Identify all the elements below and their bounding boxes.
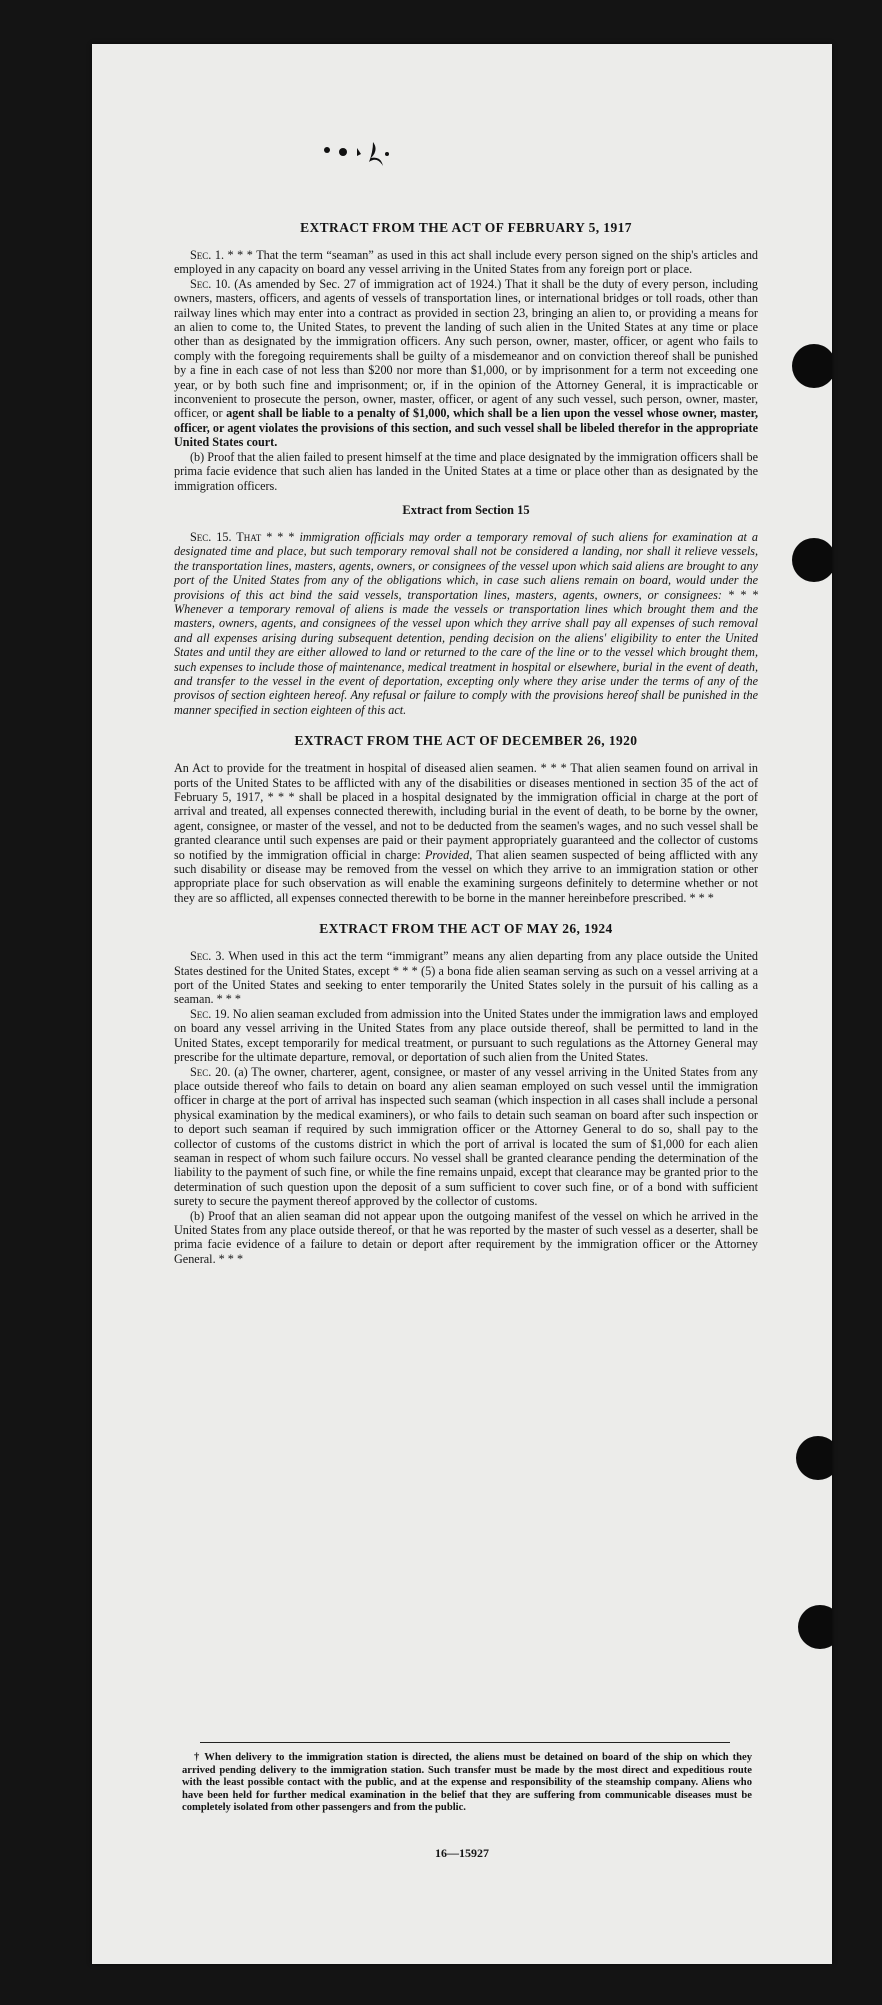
paragraph-sec-10-b: (b) Proof that the alien failed to present himself at the time and place designated by the immigration officers shall be prima facie evidence that such alien has landed in the United States at a time or place other than as designated by the immigration officers.	[174, 449, 758, 493]
paragraph-sec-20: Sec. 20. (a) The owner, charterer, agent, consignee, or master of any vessel arriving in the United States from any place outside thereof who fails to detain on board any alien seaman employed on such vessel until the immigration officer in charge at the port of arrival has inspected such seaman (which inspection in all cases shall include a personal physical examination by the medical examiners), or who fails to detain such seaman on board after such inspection or to deport such seaman if required by such immigration officer or the Attorney General to do so, shall pay to the collector of customs of the customs district in which the port of arrival is located the sum of $1,000 for each alien seaman in respect of whom such failure occurs. No vessel shall be granted clearance pending the determination of the liability to the payment of such fine, or while the fine remains unpaid, except that clearance may be granted prior to the determination of such question upon the deposit of a sum sufficient to cover such fine, or of a bond with sufficient surety to secure the payment thereof approved by the collector of customs.	[174, 1064, 759, 1209]
document-page	[92, 44, 832, 1964]
heading-act-1924: EXTRACT FROM THE ACT OF MAY 26, 1924	[319, 921, 613, 937]
form-number: 16—15927	[435, 1846, 489, 1860]
footnote: † When delivery to the immigration station is directed, the aliens must be detained on board of the ship on which they arrived pending delivery to the immigration station. Such transfer must be made by the most direct and expeditious route with the least possible contact with the public, and at the expense and responsibility of the steamship company. Aliens who have been held for further medical examination in the belief that they are suffering from communicable diseases must be completely isolated from other passengers and from the public.	[182, 1752, 752, 1814]
paragraph-act-1920: An Act to provide for the treatment in hospital of diseased alien seamen. * * * That alien seamen found on arrival in ports of the United States to be afflicted with any of the disabilities or diseases mentioned in section 35 of the act of February 5, 1917, * * * shall be placed in a hospital designated by the immigration official in charge at the port of arrival and treated, all expenses connected therewith, including burial in the event of death, to be borne by the owner, agent, consignee, or master of the vessel, and not to be deducted from the seamen's wages, and no such vessel shall be granted clearance until such expenses are paid or their payment appropriately guaranteed and the collector of customs so notified by the immigration official in charge: Provided, That alien seamen suspected of being afflicted with any such disability or disease may be removed from the vessel on which they arrive to an immigration station or other appropriate place for such observation as will enable the examining surgeons definitely to determine whether or not they are so afflicted, all expenses connected therewith to be borne in the manner hereinbefore prescribed. * * *	[174, 761, 758, 905]
main-text	[174, 144, 758, 1266]
paragraph-sec-3: Sec. 3. When used in this act the term “immigrant” means any alien departing from any place outside the United States destined for the United States, except * * * (5) a bona fide alien seaman serving as such on a vessel arriving at a port of the United States and seeking to enter temporarily the United States solely in the pursuit of his calling as a seaman. * * *	[174, 949, 758, 1007]
punch-hole	[792, 344, 832, 388]
paragraph-sec-15: Sec. 15. That * * * immigration officials may order a temporary removal of such aliens for examination at a designated time and place, but such temporary removal shall not be considered a landing, nor shall it relieve vessels, the transportation lines, masters, agents, owners, or consignees of the vessel upon which said aliens are brought to any port of the United States from any of the obligations which, in case such aliens remain on board, would under the provisions of this act bind the said vessels, transportation lines, masters, agents, owners, or consignees: * * * Whenever a temporary removal of aliens is made the vessels or transportation lines which brought them and the masters, owners, agents, and consignees of the vessel upon which they arrive shall pay all expenses of such removal and all expenses arising during subsequent detention, pending decision on the aliens' eligibility to enter the United States and until they are either allowed to land or returned to the care of the line or to the vessel which brought them, such expenses to include those of maintenance, medical treatment in hospital or elsewhere, burial in the event of death, and transfer to the vessel in the event of deportation, excepting only where they arise under the terms of any of the provisos of section eighteen hereof. Any refusal or failure to comply with the provisions hereof shall be punished in the manner specified in section eighteen of this act.	[174, 529, 758, 717]
paragraph-sec-20-b: (b) Proof that an alien seaman did not appear upon the outgoing manifest of the vessel on which he arrived in the United States from any place outside thereof, or that he was reported by the master of such vessel as a deserter, shall be prima facie evidence of a failure to detain or deport after requirement by the immigration officer or the Attorney General. * * *	[174, 1208, 758, 1266]
paragraph-sec-10: Sec. 10. (As amended by Sec. 27 of immigration act of 1924.) That it shall be the duty of every person, including owners, masters, officers, and agents of vessels of transportation lines, or international bridges or toll roads, other than railway lines which may enter into a contract as provided in section 23, bringing an alien to, or providing a means for an alien to come to, the United States, to prevent the landing of such alien in the United States at any time or place other than as designated by the immigration officers. Any such person, owner, master, officer, or agent who fails to comply with the foregoing requirements shall be guilty of a misdemeanor and on conviction thereof shall be punished by a fine in each case of not less than $200 nor more than $1,000, or by imprisonment for a term not exceeding one year, or by both such fine and imprisonment; or, if in the opinion of the Attorney General, it is impracticable or inconvenient to prosecute the person, owner, master, officer, or agent of any such vessel, such person, owner, master, officer, or agent shall be liable to a penalty of $1,000, which shall be a lien upon the vessel whose owner, master, officer, or agent violates the provisions of this section, and such vessel shall be libeled therefor in the appropriate United States court.	[174, 276, 759, 450]
punch-hole	[796, 1436, 832, 1480]
heading-section-15: Extract from Section 15	[402, 502, 530, 517]
paragraph-sec-1: Sec. 1. * * * That the term “seaman” as used in this act shall include every person signed on the ship's articles and employed in any capacity on board any vessel arriving in the United States from any foreign port or place.	[174, 248, 759, 277]
punch-hole	[792, 538, 832, 582]
heading-act-1917: EXTRACT FROM THE ACT OF FEBRUARY 5, 1917	[300, 220, 632, 235]
punch-hole	[798, 1605, 832, 1649]
heading-act-1920: EXTRACT FROM THE ACT OF DECEMBER 26, 1920	[294, 733, 638, 749]
footnote-divider	[200, 1742, 730, 1743]
paragraph-sec-19: Sec. 19. No alien seaman excluded from admission into the United States under the immigration laws and employed on board any vessel arriving in the United States from any place outside thereof, shall be permitted to land in the United States, except temporarily for medical treatment, or pursuant to such regulations as the Attorney General may prescribe for the ultimate departure, removal, or deportation of such alien from the United States.	[174, 1006, 759, 1065]
